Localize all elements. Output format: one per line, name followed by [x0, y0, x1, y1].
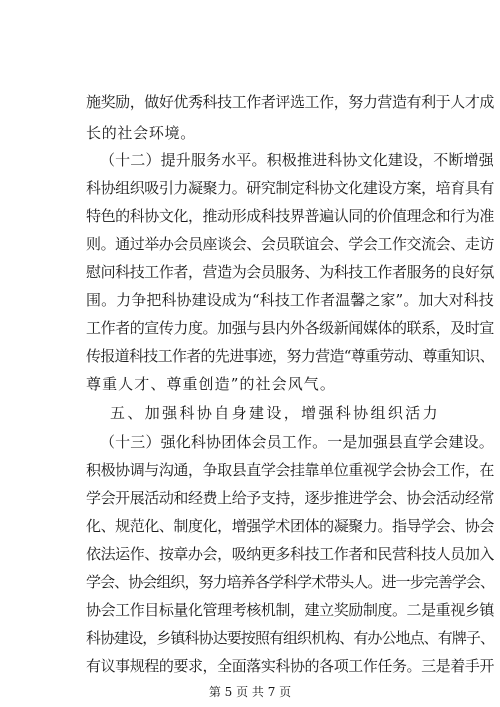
- text-line: 有议事规程的要求，全面落实科协的各项工作任务。三是着手开: [86, 657, 494, 675]
- text-line: 围。力争把科协建设成为“科技工作者温馨之家”。加大对科技: [86, 291, 494, 309]
- text-line: 则。通过举办会员座谈会、会员联谊会、学会工作交流会、走访: [86, 235, 494, 253]
- text-line: 学会开展活动和经费上给予支持，逐步推进学会、协会活动经常: [86, 489, 494, 507]
- text-line: 积极协调与沟通，争取县直学会挂靠单位重视学会协会工作，在: [86, 461, 494, 479]
- text-line: 学会、协会组织，努力培养各学科学术带头人。进一步完善学会、: [86, 573, 495, 591]
- text-line: 施奖励，做好优秀科技工作者评选工作，努力营造有利于人才成: [86, 93, 494, 111]
- text-line: 尊重人才、尊重创造”的社会风气。: [86, 375, 336, 393]
- page-footer: 第 5 页 共 7 页: [208, 685, 292, 699]
- text-line: 依法运作、按章办会，吸纳更多科技工作者和民营科技人员加入: [86, 545, 494, 563]
- text-line: 特色的科协文化，推动形成科技界普遍认同的价值理念和行为准: [86, 207, 494, 225]
- section-heading: 五、加强科协自身建设，增强科协组织活力: [110, 404, 441, 422]
- text-line: 协会工作目标量化管理考核机制，建立奖励制度。二是重视乡镇: [86, 601, 494, 619]
- text-line: （十三）强化科协团体会员工作。一是加强县直学会建设。: [100, 433, 494, 451]
- text-line: （十二）提升服务水平。积极推进科协文化建设，不断增强: [100, 151, 494, 169]
- text-line: 长的社会环境。: [86, 124, 196, 142]
- text-line: 科协建设，乡镇科协达要按照有组织机构、有办公地点、有牌子、: [86, 629, 495, 647]
- text-line: 慰问科技工作者，营造为会员服务、为科技工作者服务的良好氛: [86, 263, 494, 281]
- text-line: 科协组织吸引力凝聚力。研究制定科协文化建设方案，培育具有: [86, 179, 494, 197]
- text-line: 化、规范化、制度化，增强学术团体的凝聚力。指导学会、协会: [86, 517, 494, 535]
- text-line: 传报道科技工作者的先进事迹，努力营造“尊重劳动、尊重知识、: [86, 347, 494, 365]
- text-line: 工作者的宣传力度。加强与县内外各级新闻媒体的联系，及时宣: [86, 319, 494, 337]
